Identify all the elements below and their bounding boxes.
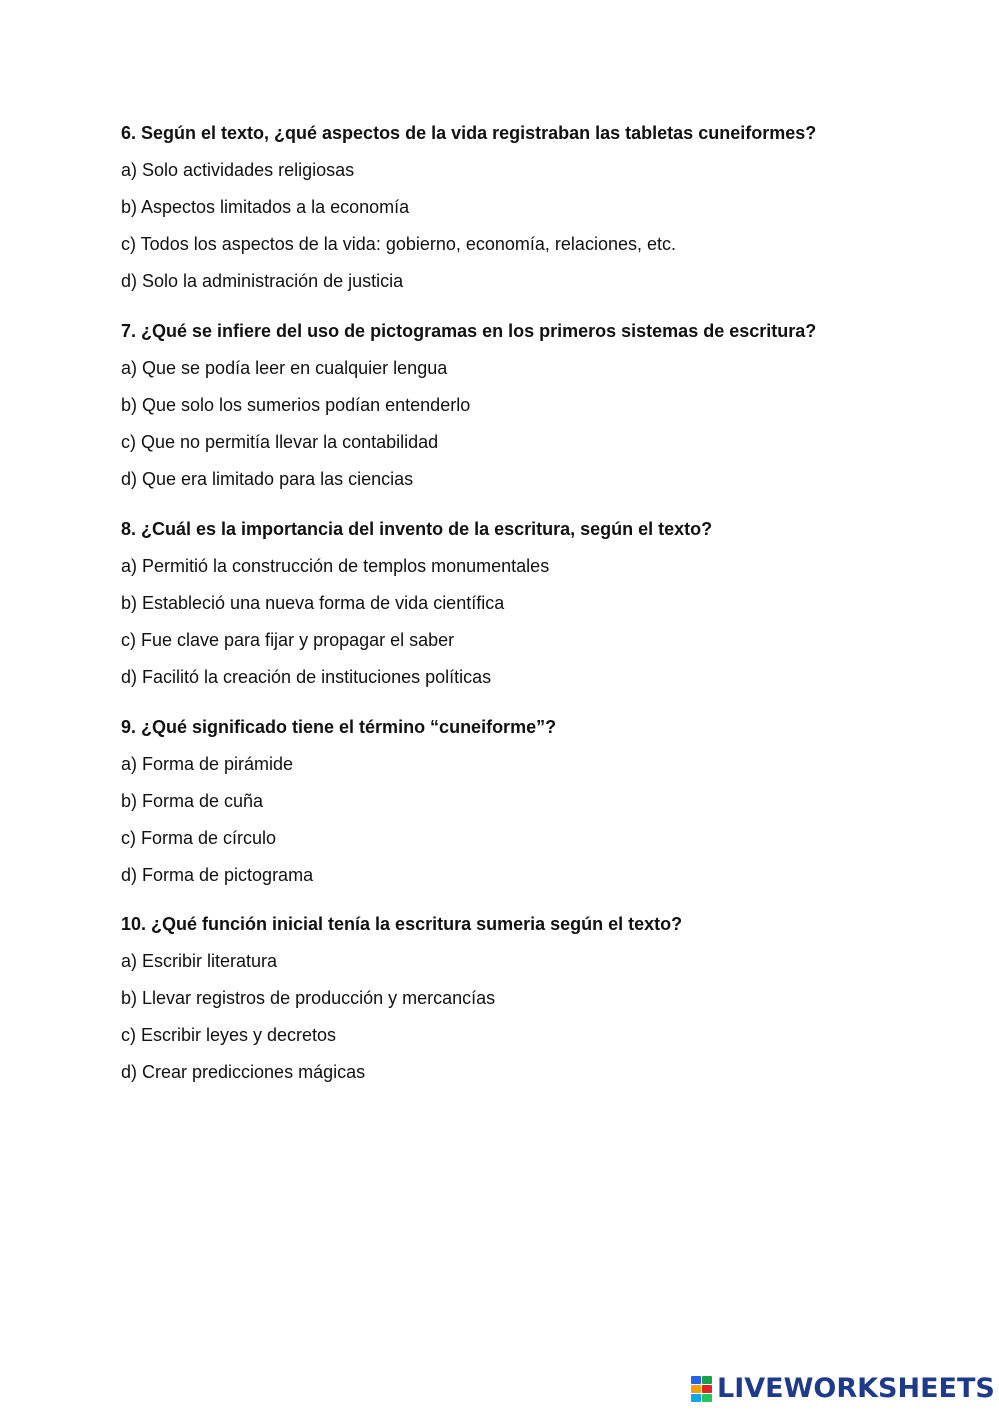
answer-option-c[interactable]: c) Forma de círculo: [121, 828, 277, 848]
question-9: [121, 716, 941, 901]
answer-option-b[interactable]: b) Llevar registros de producción y mercancías: [121, 988, 496, 1008]
answer-option-d[interactable]: d) Que era limitado para las ciencias: [121, 469, 414, 489]
answer-option-b[interactable]: b) Forma de cuña: [121, 791, 264, 811]
answer-option-c[interactable]: c) Fue clave para fijar y propagar el saber: [121, 630, 455, 650]
liveworksheets-logo[interactable]: [691, 1374, 995, 1404]
logo-tile: [702, 1385, 712, 1393]
question-10: [121, 913, 941, 1098]
logo-tile: [702, 1376, 712, 1384]
answer-option-c[interactable]: c) Escribir leyes y decretos: [121, 1025, 337, 1045]
question-title: 8. ¿Cuál es la importancia del invento de la escritura, según el texto?: [121, 519, 713, 539]
question-title: 6. Según el texto, ¿qué aspectos de la vida registraban las tabletas cuneiformes?: [121, 123, 817, 143]
logo-mark-icon: [691, 1376, 713, 1402]
answer-option-d[interactable]: d) Solo la administración de justicia: [121, 271, 404, 291]
answer-option-a[interactable]: a) Que se podía leer en cualquier lengua: [121, 358, 448, 378]
logo-tile: [691, 1385, 701, 1393]
question-7: [121, 320, 941, 505]
question-title: 7. ¿Qué se infiere del uso de pictogramas en los primeros sistemas de escritura?: [121, 321, 817, 341]
logo-text: LIVEWORKSHEETS: [717, 1373, 995, 1404]
answer-option-d[interactable]: d) Crear predicciones mágicas: [121, 1062, 366, 1082]
answer-option-c[interactable]: c) Todos los aspectos de la vida: gobierno, economía, relaciones, etc.: [121, 234, 676, 254]
logo-tile: [691, 1394, 701, 1402]
answer-option-b[interactable]: b) Aspectos limitados a la economía: [121, 197, 410, 217]
answer-option-b[interactable]: b) Que solo los sumerios podían entenderlo: [121, 395, 471, 415]
answer-option-a[interactable]: a) Escribir literatura: [121, 951, 278, 971]
answer-option-a[interactable]: a) Permitió la construcción de templos monumentales: [121, 556, 550, 576]
answer-option-a[interactable]: a) Solo actividades religiosas: [121, 160, 355, 180]
logo-tile: [691, 1376, 701, 1384]
answer-option-a[interactable]: a) Forma de pirámide: [121, 754, 294, 774]
logo-tile: [702, 1394, 712, 1402]
question-6: [121, 122, 941, 307]
answer-option-b[interactable]: b) Estableció una nueva forma de vida científica: [121, 593, 505, 613]
question-8: [121, 518, 941, 703]
answer-option-d[interactable]: d) Facilitó la creación de instituciones políticas: [121, 667, 492, 687]
answer-option-d[interactable]: d) Forma de pictograma: [121, 865, 314, 885]
question-title: 9. ¿Qué significado tiene el término “cuneiforme”?: [121, 717, 557, 737]
answer-option-c[interactable]: c) Que no permitía llevar la contabilidad: [121, 432, 439, 452]
question-title: 10. ¿Qué función inicial tenía la escritura sumeria según el texto?: [121, 914, 683, 934]
